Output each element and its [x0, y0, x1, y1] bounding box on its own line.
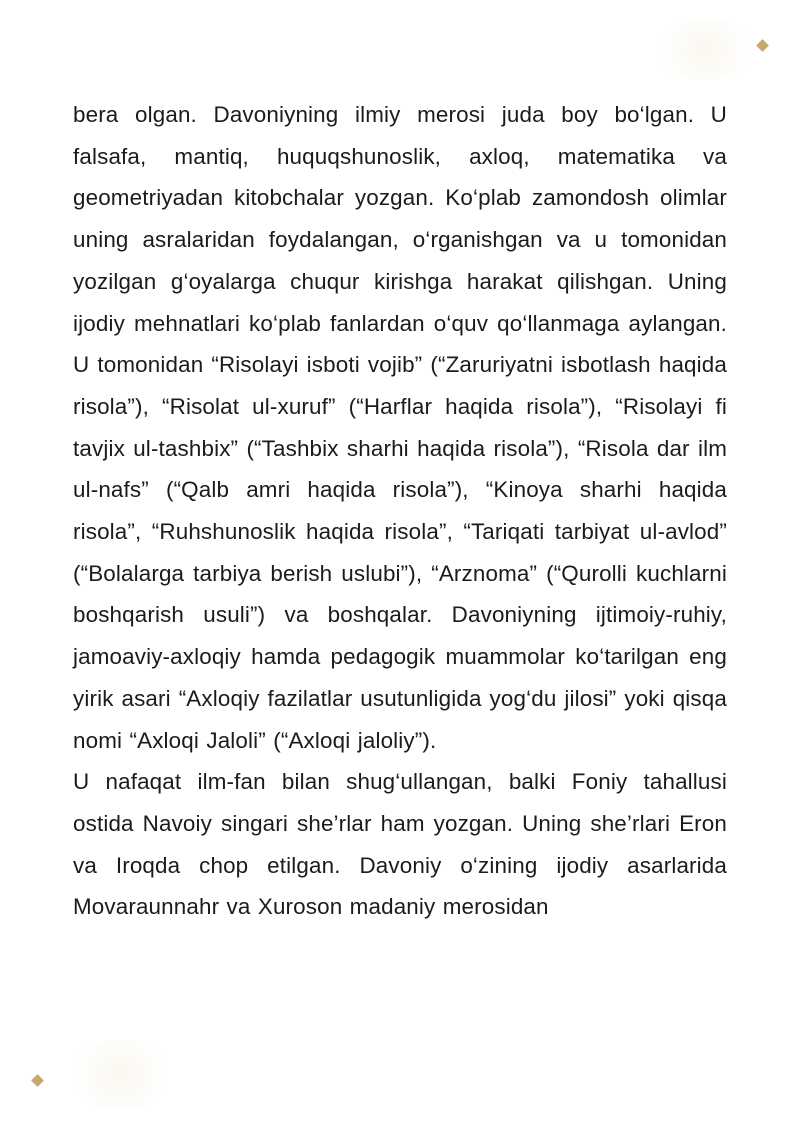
diamond-ornament-icon	[31, 1074, 44, 1087]
paragraph: U nafaqat ilm-fan bilan shug‘ullangan, balki Foniy tahallusi ostida Navoiy singari she’rlar ham yozgan. Uning she’rlari Eron va Iroqda chop etilgan. Davoniy o‘zining ijodiy asarlarida Movaraunnahr va Xuroson madaniy merosidan	[73, 769, 727, 920]
corner-glow-bottom-left	[60, 1040, 180, 1110]
paragraph: bera olgan. Davoniyning ilmiy merosi juda boy bo‘lgan. U falsafa, mantiq, huquqshunoslik, axloq, matematika va geometriyadan kitobchalar yozgan. Ko‘plab zamondosh olimlar uning asralaridan foydalangan, o‘rganishgan va u tomonidan yozilgan g‘oyalarga chuqur kirishga harakat qilishgan. Uning ijodiy mehnatlari ko‘plab fanlardan o‘quv qo‘llanmaga aylangan. U tomonidan “Risolayi isboti vojib” (“Zaruriyatni isbotlash haqida risola”), “Risolat ul-xuruf” (“Harflar haqida risola”), “Risolayi fi tavjix ul-tashbix” (“Tashbix sharhi haqida risola”), “Risola dar ilm ul-nafs” (“Qalb amri haqida risola”), “Kinoya sharhi haqida risola”, “Ruhshunoslik haqida risola”, “Tariqati tarbiyat ul-avlod” (“Bolalarga tarbiya berish uslubi”), “Arznoma” (“Qurolli kuchlarni boshqarish usuli”) va boshqalar. Davoniyning ijtimoiy-ruhiy, jamoaviy-axloqiy hamda pedagogik muammolar ko‘tarilgan eng yirik asari “Axloqiy fazilatlar usutunligida yog‘du jilosi” yoki qisqa nomi “Axloqi Jaloli” (“Axloqi jaloliy”).	[73, 102, 727, 753]
body-text	[73, 94, 727, 928]
corner-glow-top-right	[645, 20, 765, 80]
